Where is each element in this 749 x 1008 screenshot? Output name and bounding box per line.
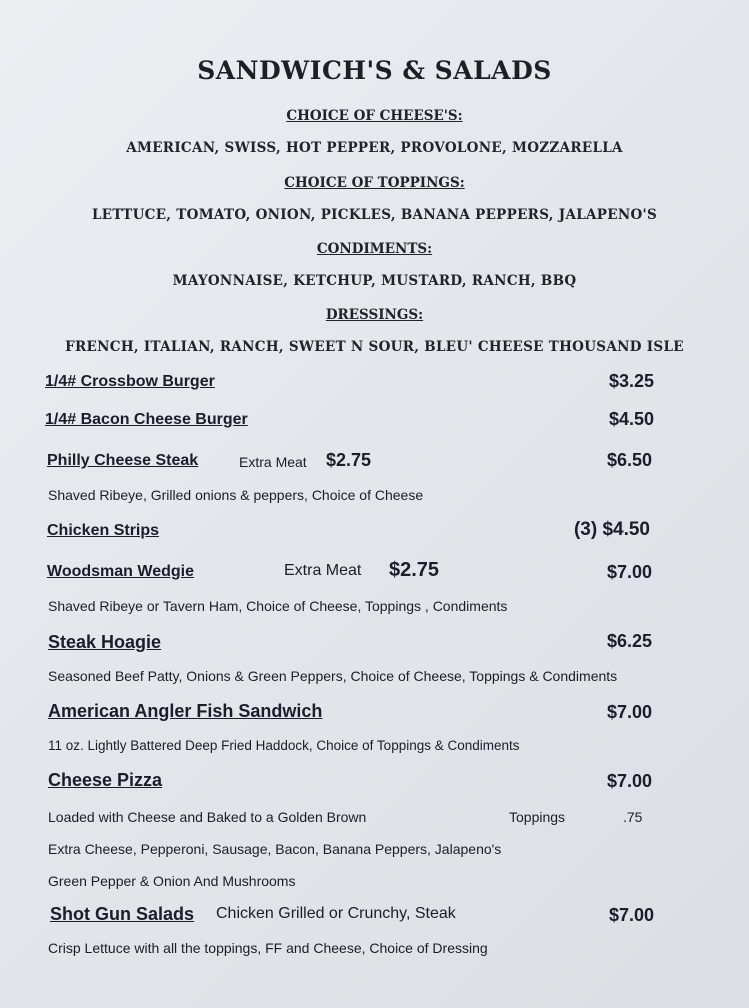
price-philly-cheese-steak: $6.50 xyxy=(606,450,652,470)
price-steak-hoagie: $6.25 xyxy=(606,631,652,651)
item-name-shot-gun-salads: Shot Gun Salads xyxy=(50,904,195,924)
item-name-american-angler: American Angler Fish Sandwich xyxy=(48,701,323,721)
desc-woodsman-wedgie: Shaved Ribeye or Tavern Ham, Choice of Cheese, Toppings , Condiments xyxy=(48,598,508,614)
price-crossbow-burger: $3.25 xyxy=(608,371,654,391)
item-name-woodsman-wedgie: Woodsman Wedgie xyxy=(47,563,194,580)
desc-shot-gun-salads: Crisp Lettuce with all the toppings, FF and Cheese, Choice of Dressing xyxy=(48,940,488,956)
condiments-options: MAYONNAISE, KETCHUP, MUSTARD, RANCH, BBQ xyxy=(172,273,577,289)
dressings-options: FRENCH, ITALIAN, RANCH, SWEET N SOUR, BLEU' CHEESE THOUSAND ISLE xyxy=(65,339,684,355)
toppings-heading: CHOICE OF TOPPINGS: xyxy=(284,175,465,191)
cheese-heading: CHOICE OF CHEESE'S: xyxy=(286,108,463,124)
price-chicken-strips: (3) $4.50 xyxy=(573,519,650,540)
woodsman-extra-meat-price: $2.75 xyxy=(389,559,440,581)
menu-title: SANDWICH'S & SALADS xyxy=(197,56,552,85)
dressings-heading: DRESSINGS: xyxy=(325,307,424,323)
item-name-chicken-strips: Chicken Strips xyxy=(47,522,160,539)
desc-american-angler: 11 oz. Lightly Battered Deep Fried Haddock, Choice of Toppings & Condiments xyxy=(48,738,520,753)
woodsman-extra-meat-label: Extra Meat xyxy=(284,562,362,579)
price-woodsman-wedgie: $7.00 xyxy=(606,562,652,582)
pizza-toppings-price: .75 xyxy=(623,809,643,825)
philly-extra-meat-label: Extra Meat xyxy=(239,454,307,470)
pizza-toppings-label: Toppings xyxy=(509,809,566,825)
desc-steak-hoagie: Seasoned Beef Patty, Onions & Green Peppers, Choice of Cheese, Toppings & Condiments xyxy=(48,668,618,684)
price-cheese-pizza: $7.00 xyxy=(606,771,652,791)
desc-philly-cheese-steak: Shaved Ribeye, Grilled onions & peppers, Choice of Cheese xyxy=(48,487,424,503)
desc-cheese-pizza: Loaded with Cheese and Baked to a Golden Brown xyxy=(48,809,367,825)
salads-subtitle: Chicken Grilled or Crunchy, Steak xyxy=(216,905,456,922)
pizza-extra-line-1: Extra Cheese, Pepperoni, Sausage, Bacon, Banana Peppers, Jalapeno's xyxy=(48,841,502,857)
condiments-heading: CONDIMENTS: xyxy=(316,241,433,257)
item-name-philly-cheese-steak: Philly Cheese Steak xyxy=(47,452,199,469)
item-name-cheese-pizza: Cheese Pizza xyxy=(48,770,163,790)
price-shot-gun-salads: $7.00 xyxy=(608,905,654,925)
cheese-options: AMERICAN, SWISS, HOT PEPPER, PROVOLONE, MOZZARELLA xyxy=(126,140,623,156)
price-bacon-cheese-burger: $4.50 xyxy=(608,409,654,429)
price-american-angler: $7.00 xyxy=(606,702,652,722)
item-name-steak-hoagie: Steak Hoagie xyxy=(48,632,162,652)
pizza-extra-line-2: Green Pepper & Onion And Mushrooms xyxy=(48,873,296,889)
toppings-options: LETTUCE, TOMATO, ONION, PICKLES, BANANA PEPPERS, JALAPENO'S xyxy=(91,207,658,223)
item-name-crossbow-burger: 1/4# Crossbow Burger xyxy=(45,373,215,390)
item-name-bacon-cheese-burger: 1/4# Bacon Cheese Burger xyxy=(45,411,248,428)
philly-extra-meat-price: $2.75 xyxy=(326,450,372,470)
